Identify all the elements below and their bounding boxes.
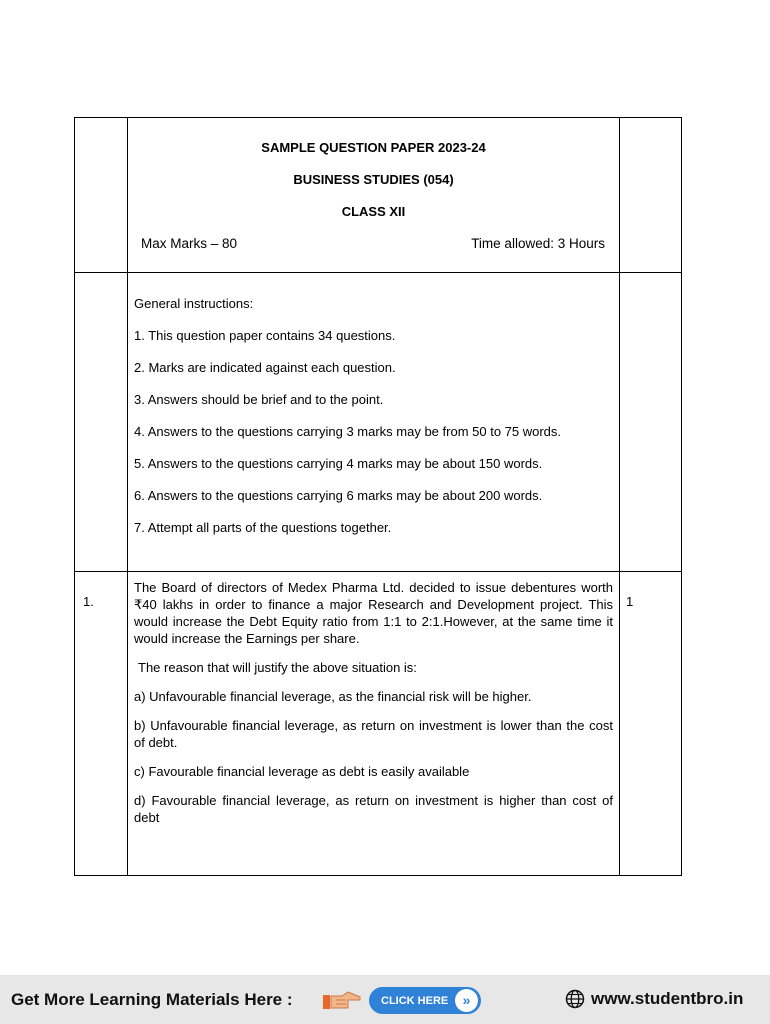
instruction-item: 1. This question paper contains 34 questions.: [134, 328, 396, 343]
subject-title: BUSINESS STUDIES (054): [293, 172, 454, 187]
click-here-label: CLICK HERE: [381, 994, 449, 1007]
instructions-row: [75, 273, 682, 572]
time-allowed: Time allowed: 3 Hours: [471, 236, 605, 251]
paper-title: SAMPLE QUESTION PAPER 2023-24: [261, 140, 486, 155]
option-b: b) Unfavourable financial leverage, as return on investment is lower than the cost of debt.: [134, 718, 613, 750]
double-chevron-right-icon: »: [455, 989, 478, 1012]
option-c: c) Favourable financial leverage as debt is easily available: [134, 764, 470, 779]
class-title: CLASS XII: [341, 204, 406, 219]
footer-banner: [0, 975, 770, 1024]
question-marks: 1: [620, 572, 682, 876]
instruction-item: 4. Answers to the questions carrying 3 marks may be from 50 to 75 words.: [134, 424, 562, 439]
header-num-cell: [75, 118, 128, 273]
question-row: [75, 572, 682, 876]
option-a: a) Unfavourable financial leverage, as the financial risk will be higher.: [134, 689, 532, 704]
question-number: 1.: [75, 572, 128, 876]
footer-cta-text: Get More Learning Materials Here :: [11, 990, 293, 1009]
website-url: www.studentbro.in: [591, 989, 744, 1008]
globe-icon: [565, 989, 585, 1009]
question-paper-table: [74, 117, 682, 876]
instructions-num-cell: [75, 273, 128, 572]
instruction-item: 5. Answers to the questions carrying 4 marks may be about 150 words.: [134, 456, 543, 471]
marks-time-row: [141, 236, 605, 251]
option-d: d) Favourable financial leverage, as return on investment is higher than cost of debt: [134, 793, 613, 825]
instructions-marks-cell: [620, 273, 682, 572]
header-cell: [128, 118, 620, 273]
instruction-item: 3. Answers should be brief and to the point.: [134, 392, 384, 407]
question-stem: The Board of directors of Medex Pharma Ltd. decided to issue debentures worth ₹40 lakhs in order to finance a major Research and Development project. This would increase the Debt Equity ratio from 1:1 to 2:1.However, at the same time it would increase the Earnings per share.: [134, 580, 613, 646]
question-lead: The reason that will justify the above situation is:: [138, 660, 417, 675]
instruction-item: 6. Answers to the questions carrying 6 marks may be about 200 words.: [134, 488, 543, 503]
question-cell: [128, 572, 620, 876]
click-here-button[interactable]: [369, 987, 481, 1014]
instruction-item: 7. Attempt all parts of the questions together.: [134, 520, 392, 535]
header-row: [75, 118, 682, 273]
instructions-title: General instructions:: [134, 296, 254, 311]
instruction-item: 2. Marks are indicated against each question.: [134, 360, 396, 375]
pointing-hand-icon: [322, 988, 362, 1012]
header-marks-cell: [620, 118, 682, 273]
instructions-cell: [128, 273, 620, 572]
website-link[interactable]: [565, 989, 743, 1009]
max-marks: Max Marks – 80: [141, 236, 238, 251]
